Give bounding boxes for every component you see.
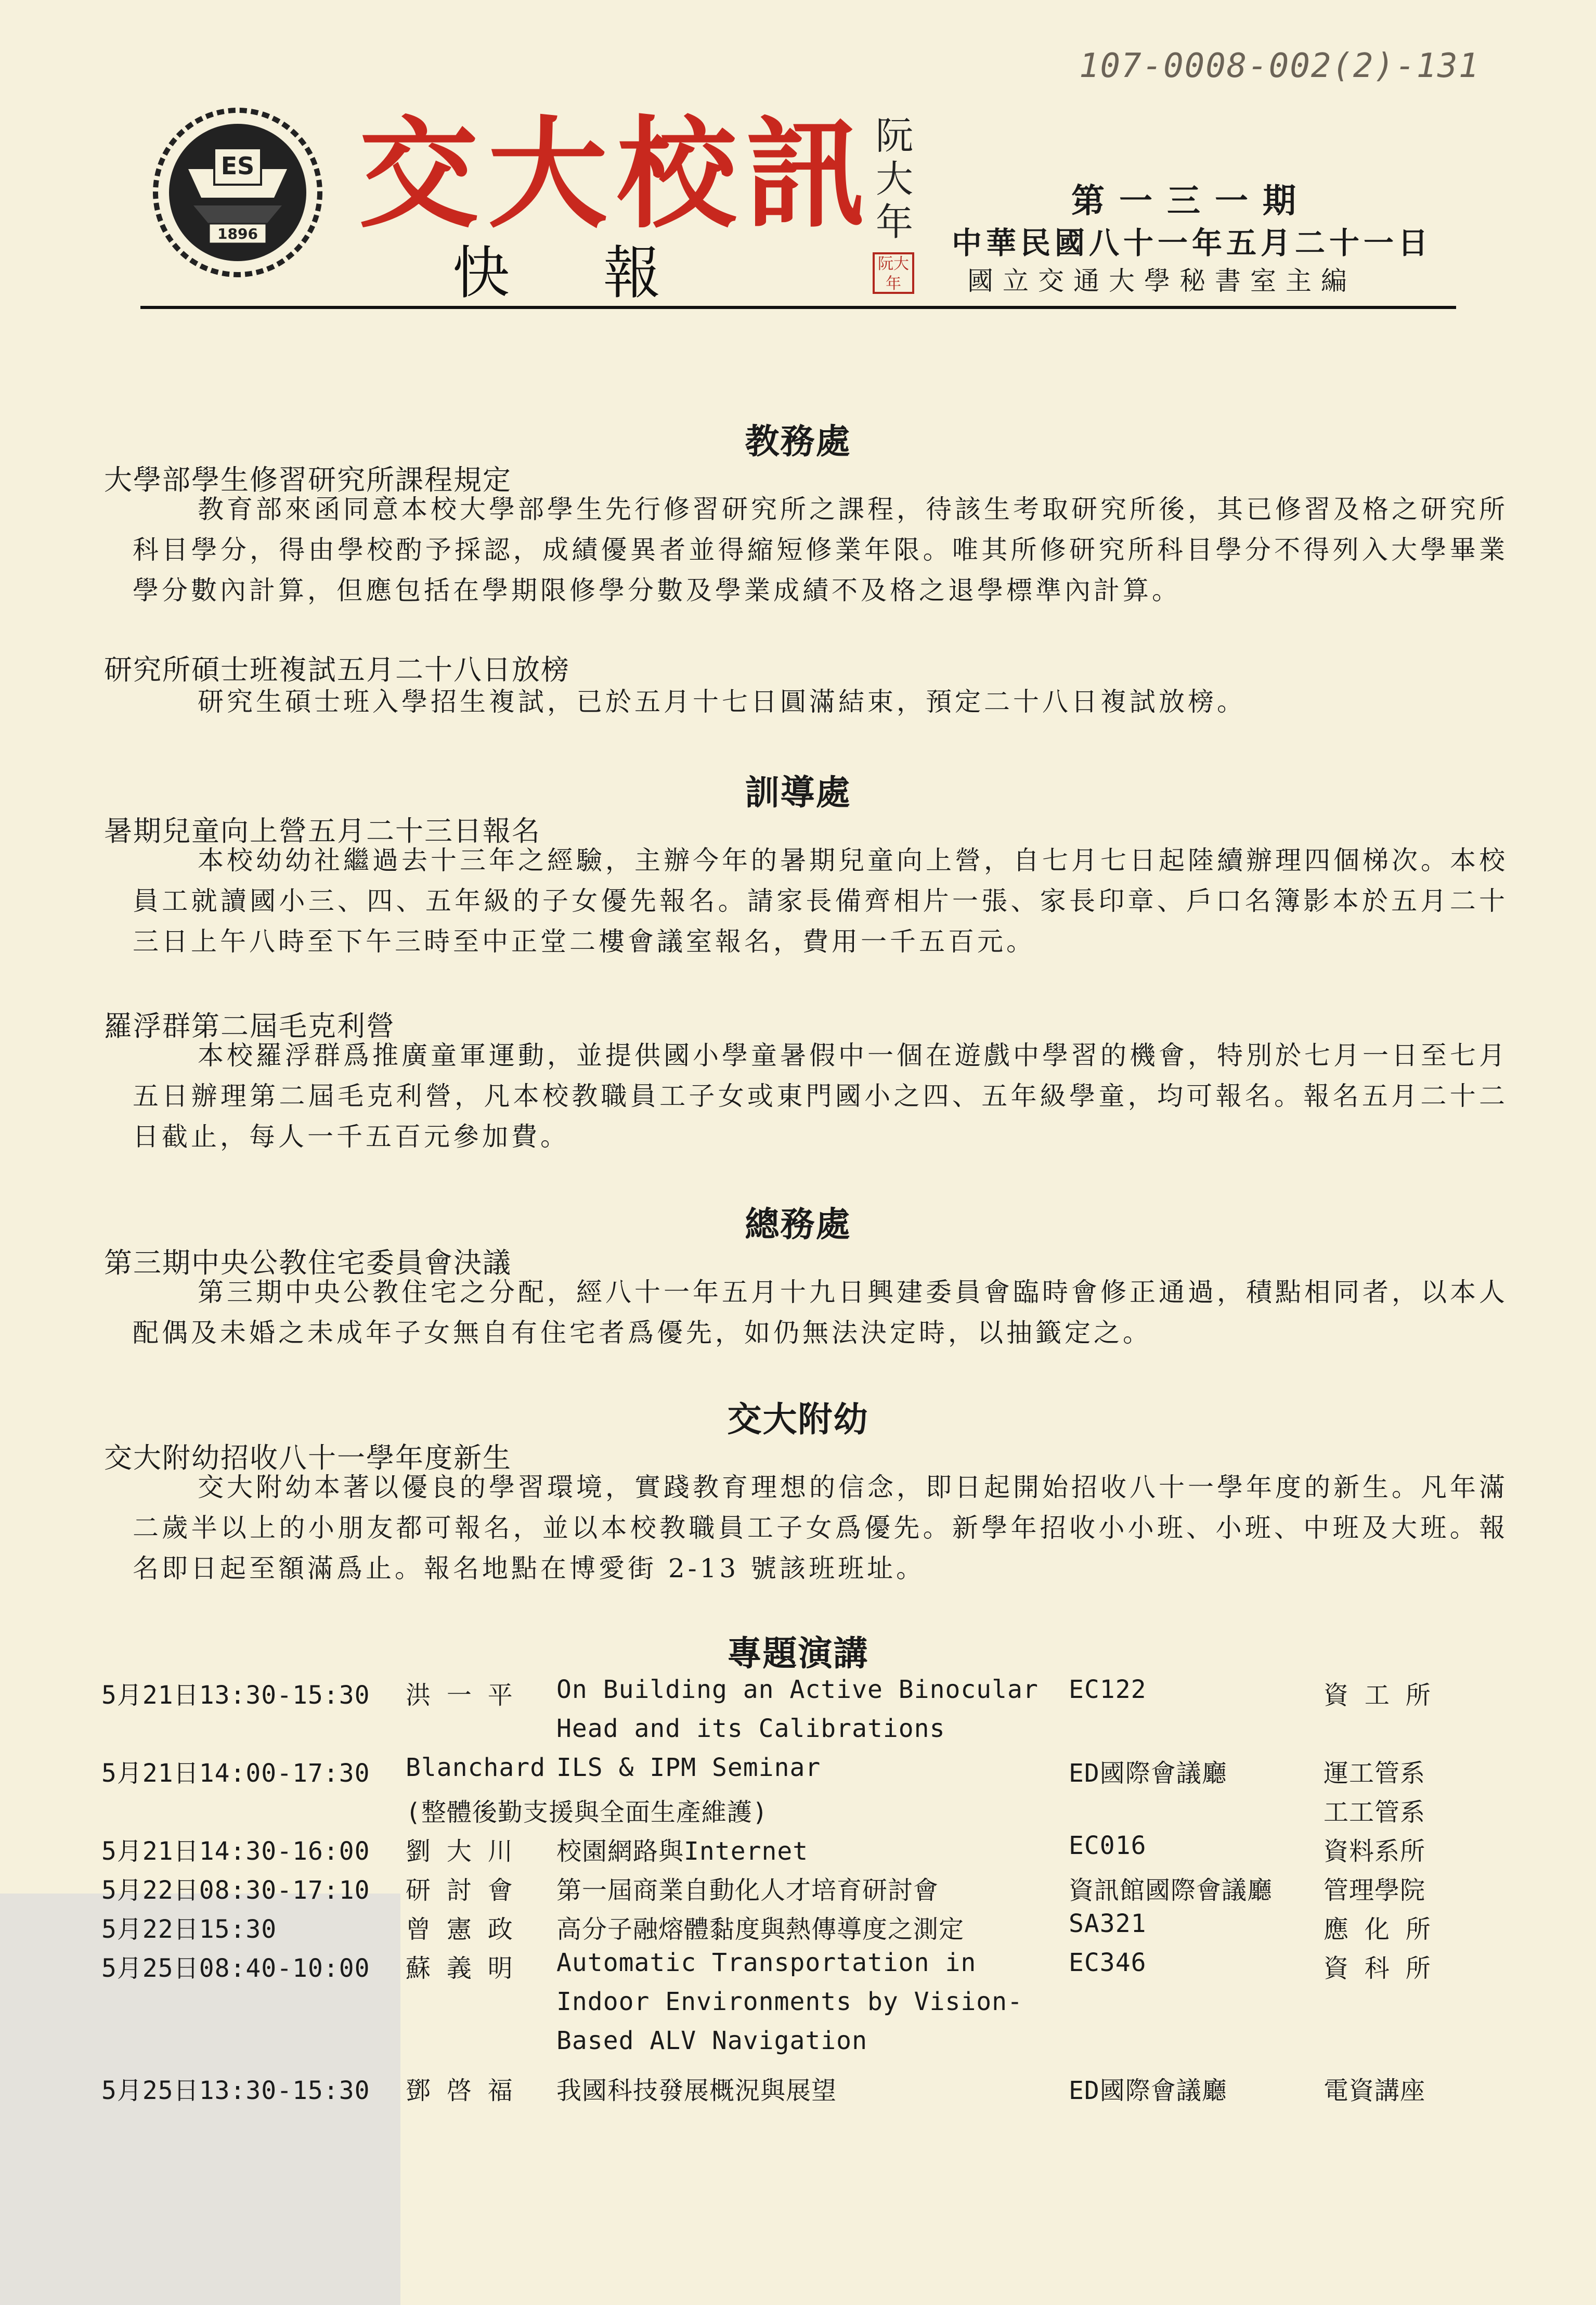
lecture-room: 資訊館國際會議廳 [1069,1876,1273,1905]
item-body: 交大附幼本著以優良的學習環境，實踐教育理想的信念，即日起開始招收八十一學年度的新生。凡年滿二歲半以上的小朋友都可報名，並以本校教職員工子女爲優先。新學年招收小小班、小班、中班及大班。報名即日起至額滿爲止。報名地點在博愛街 2-13 號該班班址。 [133,1472,1508,1583]
lecture-room: EC122 [1069,1675,1147,1704]
lecture-organizer: 運工管系 [1323,1759,1426,1788]
lecture-topic: 第一屆商業自動化人才培育研討會 [556,1876,939,1905]
svg-text:ES: ES [220,152,255,180]
issue-number: 第一三一期 [1071,182,1310,221]
lecture-date: 5月25日08:40-10:00 [101,1954,370,1983]
lecture-speaker: 曾 憲 政 [406,1915,513,1944]
lecture-speaker: Blanchard [406,1753,546,1782]
lecture-topic: On Building an Active Binocular [556,1675,1039,1704]
item-title: 羅浮群第二屆毛克利營 [104,1010,395,1042]
issue-date: 中華民國八十一年五月二十一日 [952,225,1433,261]
item-title: 第三期中央公教住宅委員會決議 [104,1246,512,1279]
lecture-topic: Automatic Transportation in [556,1948,977,1977]
logo-year: 1896 [217,225,258,242]
editor-line: 國立交通大學秘書室主編 [967,266,1356,296]
lecture-room: EC016 [1069,1831,1147,1860]
red-seal-stamp: 阮大年 [873,252,914,294]
item-body: 本校羅浮群爲推廣童軍運動，並提供國小學童暑假中一個在遊戲中學習的機會，特別於七月一日至七月五日辦理第二屆毛克利營，凡本校教職員工子女或東門國小之四、五年級學童，均可報名。報名五月二十二日截止，每人一千五百元參加費。 [133,1040,1508,1152]
lecture-room: SA321 [1069,1909,1147,1938]
lecture-topic: 校園網路與Internet [556,1837,809,1866]
item-title: 暑期兒童向上營五月二十三日報名 [104,815,541,847]
lecture-organizer: 資 科 所 [1323,1954,1431,1983]
lecture-room: EC346 [1069,1948,1147,1977]
section-title-general-affairs: 總務處 [745,1204,851,1244]
calligraphy-inscription: 阮大年 [875,114,913,244]
item-body: 研究生碩士班入學招生複試，已於五月十七日圓滿結束，預定二十八日複試放榜。 [198,687,1246,717]
lecture-date: 5月21日14:00-17:30 [101,1759,370,1788]
item-body: 本校幼幼社繼過去十三年之經驗，主辦今年的暑期兒童向上營，自七月七日起陸續辦理四個梯次。本校員工就讀國小三、四、五年級的子女優先報名。請家長備齊相片一張、家長印章、戶口名簿影本於五月二十三日上午八時至下午三時至中正堂二樓會議室報名，費用一千五百元。 [133,845,1508,957]
lecture-date: 5月21日13:30-15:30 [101,1681,370,1710]
archive-number: 107-0008-002(2)-131 [1079,47,1480,85]
lecture-speaker: 研 討 會 [406,1876,513,1905]
item-title: 研究所碩士班複試五月二十八日放榜 [104,653,570,686]
section-title-lectures: 專題演講 [727,1633,869,1673]
lecture-date: 5月22日15:30 [101,1915,277,1944]
lecture-organizer: 電資講座 [1323,2076,1426,2105]
lecture-organizer: 資料系所 [1323,1837,1426,1866]
newsletter-title: 交大校訊 [359,104,875,244]
item-body: 教育部來函同意本校大學部學生先行修習研究所之課程，待該生考取研究所後，其已修習及格之研究所科目學分，得由學校酌予採認，成績優異者並得縮短修業年限。唯其所修研究所科目學分不得列入大學畢業學分數內計算，但應包括在學期限修學分數及學業成績不及格之退學標準內計算。 [133,494,1508,606]
lecture-topic: 我國科技發展概況與展望 [556,2076,837,2105]
masthead-divider [140,306,1456,309]
lecture-speaker: 洪 一 平 [406,1681,513,1710]
lecture-room: ED國際會議廳 [1069,1759,1227,1788]
lecture-topic: ILS & IPM Seminar [556,1753,821,1782]
lecture-speaker: 劉 大 川 [406,1837,513,1866]
lecture-topic: Based ALV Navigation [556,2026,867,2055]
lecture-room: ED國際會議廳 [1069,2076,1227,2105]
lecture-topic: 高分子融熔體黏度與熱傳導度之測定 [556,1915,965,1944]
section-title-academic: 教務處 [745,421,851,461]
lecture-organizer: 資 工 所 [1323,1681,1431,1710]
lecture-speaker: 鄧 啓 福 [406,2076,513,2105]
lecture-topic: (整體後勤支援與全面生產維護) [406,1798,768,1827]
section-title-student-affairs: 訓導處 [745,772,851,813]
lecture-date: 5月22日08:30-17:10 [101,1876,370,1905]
lecture-speaker: 蘇 義 明 [406,1954,513,1983]
lecture-organizer: 管理學院 [1323,1876,1426,1905]
lecture-organizer: 應 化 所 [1323,1915,1431,1944]
lecture-date: 5月25日13:30-15:30 [101,2076,370,2105]
newsletter-subtitle: 快報 [452,240,754,306]
university-logo-icon [152,107,323,278]
lecture-topic: Head and its Calibrations [556,1714,945,1743]
section-title-kindergarten: 交大附幼 [727,1399,869,1439]
item-title: 交大附幼招收八十一學年度新生 [104,1441,512,1474]
lecture-date: 5月21日14:30-16:00 [101,1837,370,1866]
item-body: 第三期中央公教住宅之分配，經八十一年五月十九日興建委員會臨時會修正通過，積點相同者，以本人配偶及未婚之未成年子女無自有住宅者爲優先，如仍無法決定時，以抽籤定之。 [133,1277,1508,1348]
item-title: 大學部學生修習研究所課程規定 [104,463,512,496]
lecture-organizer: 工工管系 [1323,1798,1426,1827]
lecture-topic: Indoor Environments by Vision- [556,1987,1023,2016]
